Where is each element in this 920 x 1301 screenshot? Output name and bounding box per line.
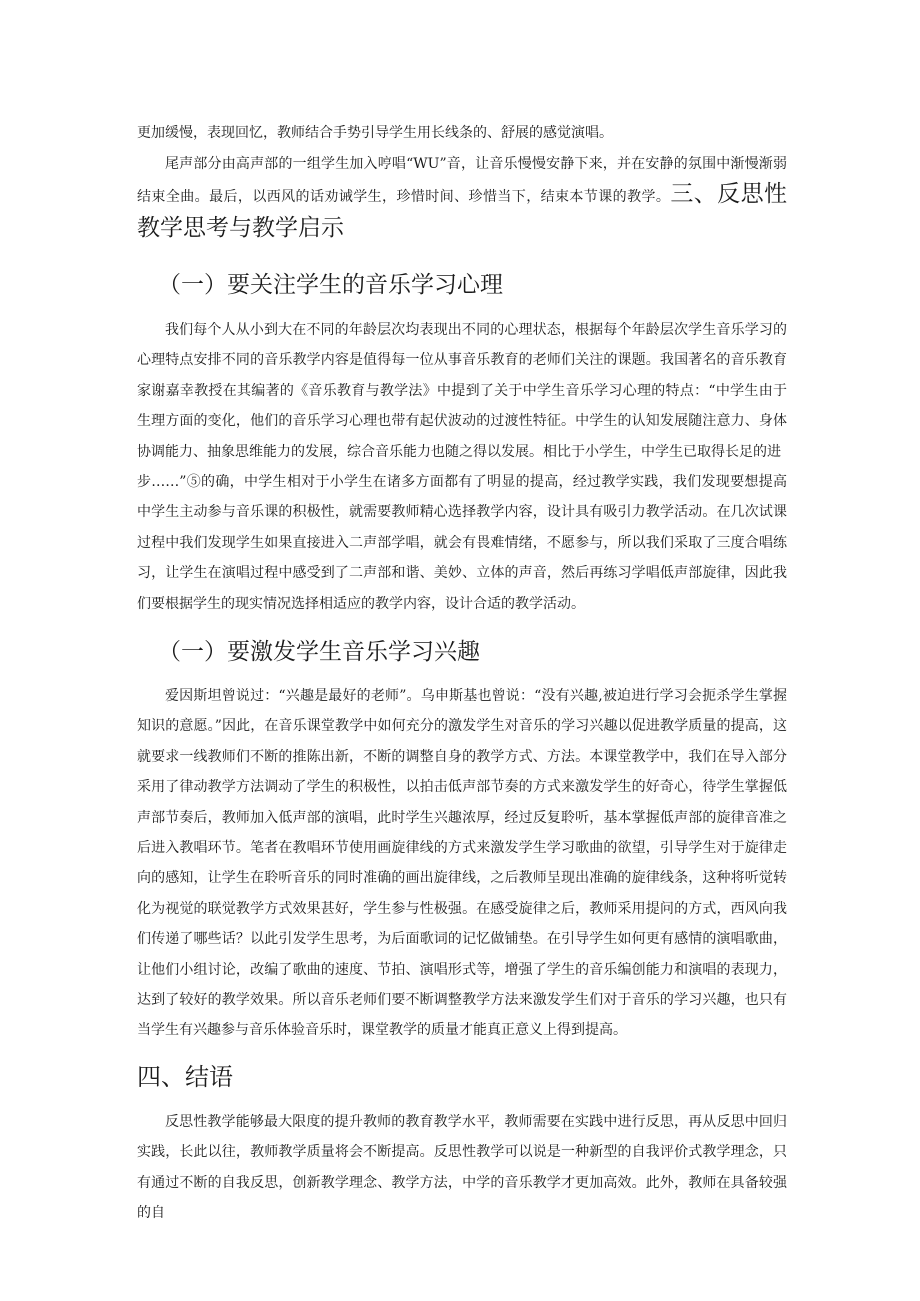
paragraph-music-psychology-b: 步……”⑤的确，中学生相对于小学生在诸多方面都有了明显的提高，经过教学实践，我们发现要想提高中学生主动参与音乐课的积极性，就需要教师精心选择教学内容，设计具有吸引力教学活动。在几次试课过程中我们发现学生如果直接进入二声部学唱，就会有畏难情绪，不愿参与，所以我们采取了三度合唱练习，让学生在演唱过程中感受到了二声部和谐、美妙、立体的声音，然后再练习学唱低声部旋律，因此我们要根据学生的现实情况选择相适应的教学内容，设计合适的教学活动。 [137,474,787,612]
paragraph-ending [137,149,787,246]
subsection-2-heading: （一）要激发学生音乐学习兴趣 [158,639,480,665]
section-3-heading: 三、反思性教学思考与教学启示 [137,181,788,241]
paragraph-intro-end: 更加缓慢，表现回忆，教师结合手势引导学生用长线条的、舒展的感觉演唱。 [137,125,613,141]
paragraph-conclusion: 反思性教学能够最大限度的提升教师的教育教学水平，教师需要在实践中进行反思，再从反思中回归实践，长此以往，教师教学质量将会不断提高。反思性教学可以说是一种新型的自我评价式教学理念，只有通过不断的自我反思，创新教学理念、教学方法，中学的音乐教学才更加高效。此外，教师在具备较强的自 [137,1114,787,1222]
paragraph-music-psychology-a: 我们每个人从小到大在不同的年龄层次均表现出不同的心理状态，根据每个年龄层次学生音乐学习的心理特点安排不同的音乐教学内容是值得每一位从事音乐教育的老师们关注的课题。我国著名的音乐教育家谢嘉幸教授在其编著的《音乐教育与教学法》中提到了关于中学生音乐学习心理的特点：“中学生由于生理方面的变化，他们的音乐学习心理也带有起伏波动的过渡性特征。中学生的认知发展随注意力、身体协调能力、抽象思维能力的发展，综合音乐能力也随之得以发展。相比于小学生，中学生已取得长足的进 [137,322,787,460]
paragraph-ending-text: 尾声部分由高声部的一组学生加入哼唱“WU”音，让音乐慢慢安静下来，并在安静的氛围中渐慢渐弱结束全曲。最后，以西风的话劝诫学生，珍惜时间、珍惜当下，结束本节课的教学。 [137,156,787,206]
paragraph-music-interest: 爱因斯坦曾说过：“兴趣是最好的老师”。乌申斯基也曾说：“没有兴趣,被迫进行学习会扼杀学生掌握知识的意愿。”因此，在音乐课堂教学中如何充分的激发学生对音乐的学习兴趣以促进教学质量的提高，这就要求一线教师们不断的推陈出新，不断的调整自身的教学方式、方法。本课堂教学中，我们在导入部分采用了律动教学方法调动了学生的积极性，以拍击低声部节奏的方式来激发学生的好奇心，待学生掌握低声部节奏后，教师加入低声部的演唱，此时学生兴趣浓厚，经过反复聆听，基本掌握低声部的旋律音准之后进入教唱环节。笔者在教唱环节使用画旋律线的方式来激发学生学习歌曲的欲望，引导学生对于旋律走向的感知，让学生在聆听音乐的同时准确的画出旋律线，之后教师呈现出准确的旋律线条，这种将听觉转化为视觉的联觉教学方式效果甚好，学生参与性极强。在感受旋律之后，教师采用提问的方式，西风向我们传递了哪些话？以此引发学生思考，为后面歌词的记忆做铺垫。在引导学生如何更有感情的演唱歌曲，让他们小组讨论，改编了歌曲的速度、节拍、演唱形式等，增强了学生的音乐编创能力和演唱的表现力，达到了较好的教学效果。所以音乐老师们要不断调整教学方法来激发学生们对于音乐的学习兴趣，也只有当学生有兴趣参与音乐体验音乐时，课堂教学的质量才能真正意义上得到提高。 [137,688,787,1039]
subsection-1-heading: （一）要关注学生的音乐学习心理 [158,272,503,298]
section-4-heading: 四、结语 [137,1063,233,1091]
